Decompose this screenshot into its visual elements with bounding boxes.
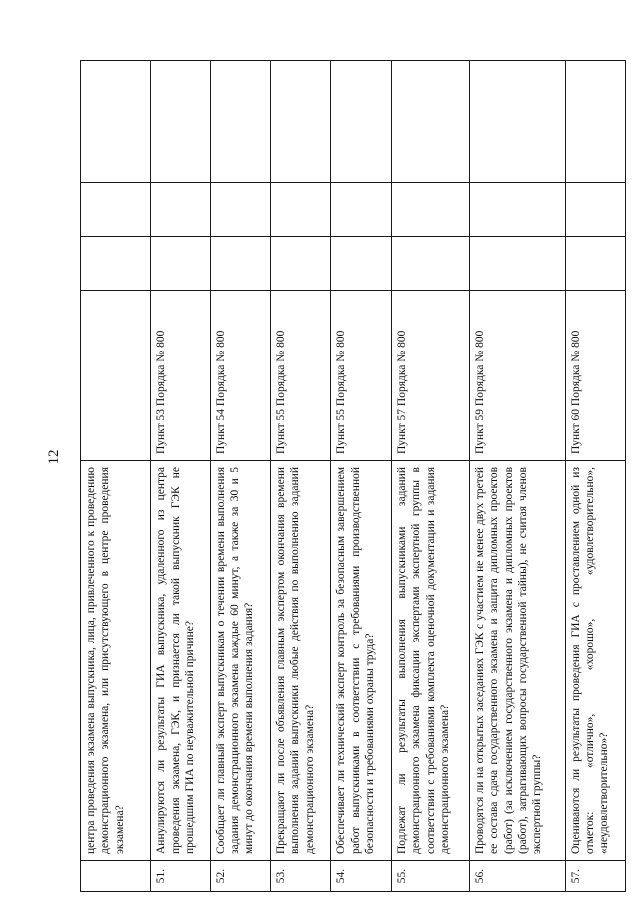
legal-reference — [81, 291, 151, 461]
question-text: Обеспечивает ли технический эксперт контроль за безопасным завершением работ выпускниками в соответствии с требованиями производственной безопасности и требованиями охраны труда? — [331, 461, 391, 861]
table-row — [210, 61, 270, 892]
legal-reference: Пункт 55 Порядка № 800 — [271, 291, 331, 461]
row-number: 57. — [565, 861, 626, 892]
legal-reference: Пункт 60 Порядка № 800 — [565, 291, 626, 461]
row-number: 52. — [210, 861, 270, 892]
row-number: 53. — [271, 861, 331, 892]
notes-cell — [151, 61, 210, 183]
row-number — [81, 861, 151, 892]
notes-cell — [391, 61, 469, 183]
row-number: 54. — [331, 861, 391, 892]
answer-cell-no — [210, 183, 270, 237]
table-row — [271, 61, 331, 892]
legal-reference: Пункт 59 Порядка № 800 — [469, 291, 565, 461]
row-number: 55. — [391, 861, 469, 892]
notes-cell — [210, 61, 270, 183]
table-row — [469, 61, 565, 892]
notes-cell — [565, 61, 626, 183]
table-row — [391, 61, 469, 892]
answer-cell-yes — [81, 237, 151, 291]
answer-cell-yes — [565, 237, 626, 291]
table-row — [81, 61, 151, 892]
notes-cell — [469, 61, 565, 183]
question-text: Аннулируются ли результаты ГИА выпускника, удаленного из центра проведения экзамена, ГЭК, и признается ли такой выпускник ГЭК не прошедшим ГИА по неуважительной причине? — [151, 461, 210, 861]
row-number: 56. — [469, 861, 565, 892]
question-text: Оцениваются ли результаты проведения ГИА с проставлением одной из отметок: «отлично», «хорошо», «удовлетворительно», «неудовлетворительно»? — [565, 461, 626, 861]
table-row — [331, 61, 391, 892]
answer-cell-no — [331, 183, 391, 237]
answer-cell-no — [271, 183, 331, 237]
answer-cell-no — [81, 183, 151, 237]
question-text: Проводятся ли на открытых заседаниях ГЭК с участием не менее двух третей ее состава сдача государственного экзамена и защита дипломных проектов (работ) (за исключением государственного экзамена и дипломных проектов (работ), затрагивающих вопросы государственной тайны), не считая членов экспертной группы? — [469, 461, 565, 861]
checklist-table — [80, 60, 626, 892]
page-number: 12 — [46, 449, 62, 465]
answer-cell-yes — [151, 237, 210, 291]
answer-cell-no — [391, 183, 469, 237]
question-text: Сообщает ли главный эксперт выпускникам о течении времени выполнения задания демонстрационного экзамена каждые 60 минут, а также за 30 и 5 минут до окончания времени выполнения задания? — [210, 461, 270, 861]
legal-reference: Пункт 53 Порядка № 800 — [151, 291, 210, 461]
answer-cell-no — [565, 183, 626, 237]
table-row — [151, 61, 210, 892]
question-text: Подлежат ли результаты выполнения выпускниками заданий демонстрационного экзамена фиксации экспертами экспертной группы в соответствии с требованиями комплекта оценочной документации и задания демонстрационного экзамена? — [391, 461, 469, 861]
notes-cell — [331, 61, 391, 183]
question-text: Прекращают ли после объявления главным экспертом окончания времени выполнения заданий выпускники любые действия по выполнению заданий демонстрационного экзамена? — [271, 461, 331, 861]
answer-cell-yes — [210, 237, 270, 291]
answer-cell-no — [469, 183, 565, 237]
answer-cell-yes — [271, 237, 331, 291]
row-number: 51. — [151, 861, 210, 892]
notes-cell — [271, 61, 331, 183]
answer-cell-yes — [469, 237, 565, 291]
answer-cell-yes — [391, 237, 469, 291]
legal-reference: Пункт 57 Порядка № 800 — [391, 291, 469, 461]
table-row — [565, 61, 626, 892]
answer-cell-yes — [331, 237, 391, 291]
legal-reference: Пункт 55 Порядка № 800 — [331, 291, 391, 461]
question-text: центра проведения экзамена выпускника, лица, привлеченного к проведению демонстрационного экзамена, или присутствующего в центре проведения экзамена? — [81, 461, 151, 861]
answer-cell-no — [151, 183, 210, 237]
legal-reference: Пункт 54 Порядка № 800 — [210, 291, 270, 461]
notes-cell — [81, 61, 151, 183]
rotated-page-content — [80, 61, 626, 892]
